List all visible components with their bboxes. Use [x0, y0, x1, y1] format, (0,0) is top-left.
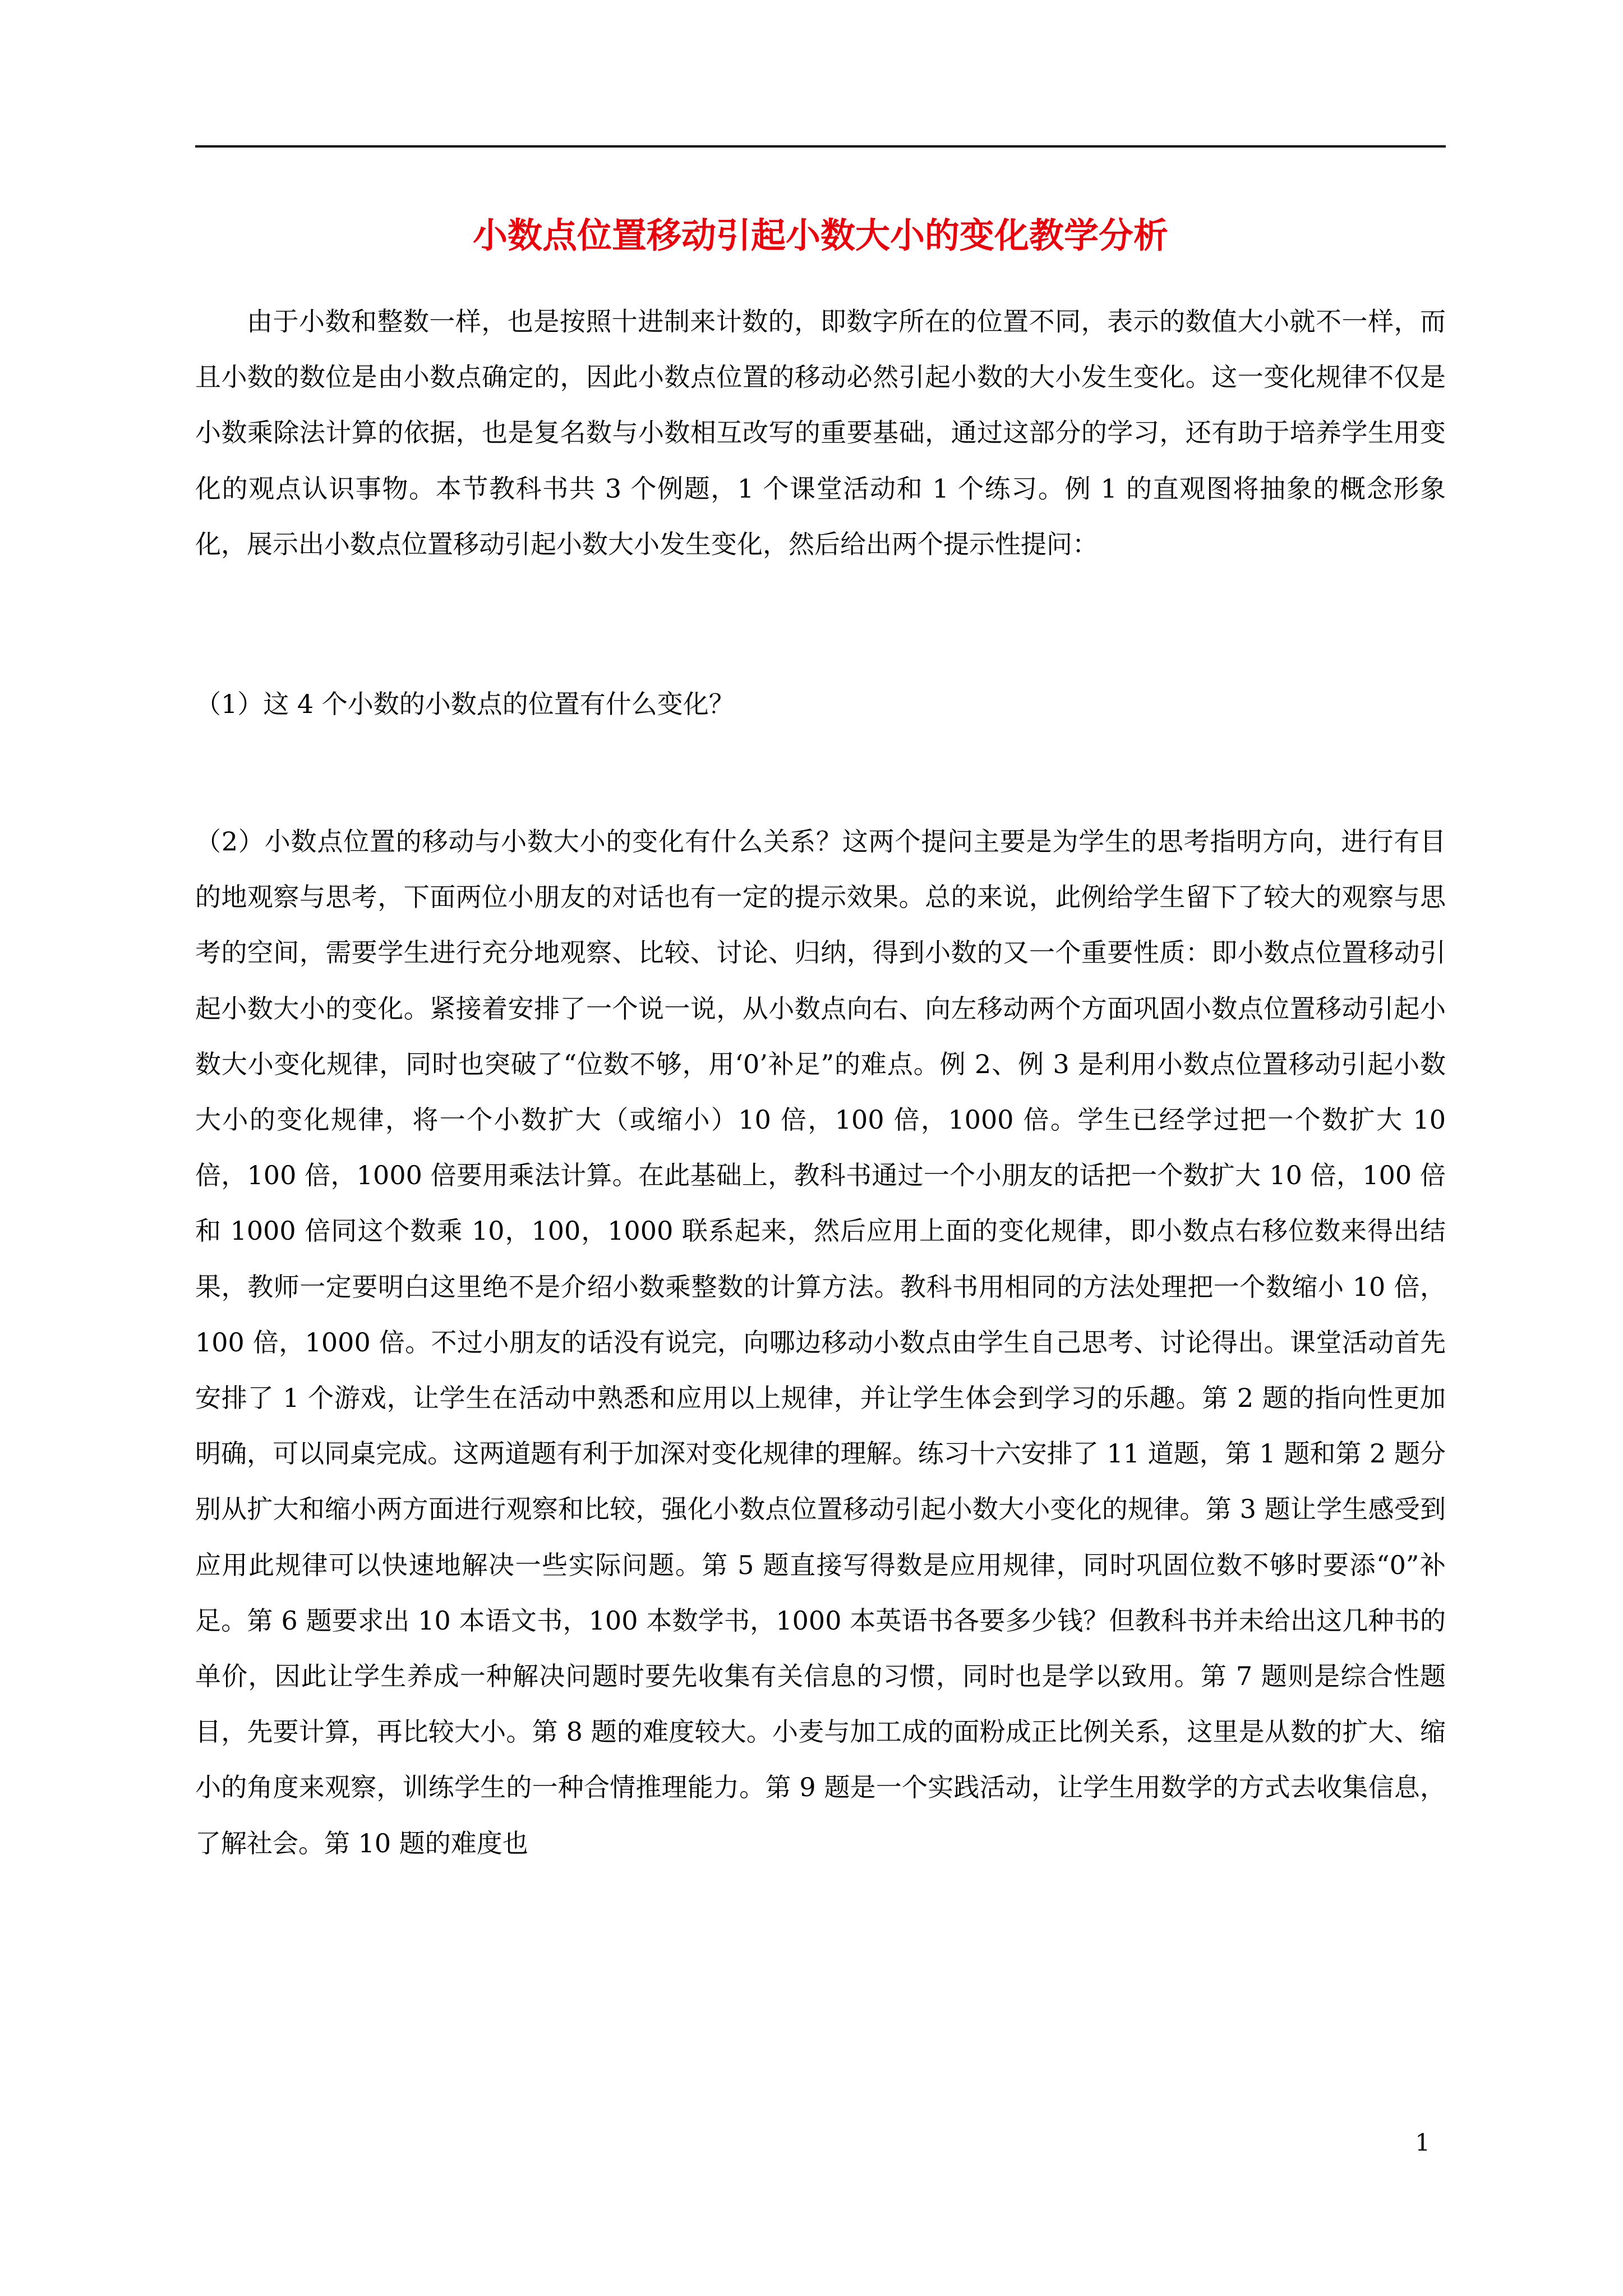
paragraph-question-1: （1）这 4 个小数的小数点的位置有什么变化？	[195, 689, 735, 719]
page-title: 小数点位置移动引起小数大小的变化教学分析	[472, 215, 1168, 256]
paragraph-intro-text: 由于小数和整数一样，也是按照十进制来计数的，即数字所在的位置不同，表示的数值大小就不一样，而且小数的数位是由小数点确定的，因此小数点位置的移动必然引起小数的大小发生变化。这一变化规律不仅是小数乘除法计算的依据，也是复名数与小数相互改写的重要基础，通过这部分的学习，还有助于培养学生用变化的观点认识事物。本节教科书共 3 个例题，1 个课堂活动和 1 个练习。例 1 的直观图将抽象的概念形象化，展示出小数点位置移动引起小数大小发生变化，然后给出两个提示性提问：	[195, 306, 1446, 559]
header-rule	[195, 145, 1446, 148]
paragraph-question-2: （2）小数点位置的移动与小数大小的变化有什么关系？这两个提问主要是为学生的思考指明方向，进行有目的地观察与思考，下面两位小朋友的对话也有一定的提示效果。总的来说，此例给学生留下了较大的观察与思考的空间，需要学生进行充分地观察、比较、讨论、归纳，得到小数的又一个重要性质：即小数点位置移动引起小数大小的变化。紧接着安排了一个说一说，从小数点向右、向左移动两个方面巩固小数点位置移动引起小数大小变化规律，同时也突破了“位数不够，用‘0’补足”的难点。例 2、例 3 是利用小数点位置移动引起小数大小的变化规律，将一个小数扩大（或缩小）10 倍，100 倍，1000 倍。学生已经学过把一个数扩大 10 倍，100 倍，1000 倍要用乘法计算。在此基础上，教科书通过一个小朋友的话把一个数扩大 10 倍，100 倍和 1000 倍同这个数乘 10，100，1000 联系起来，然后应用上面的变化规律，即小数点右移位数来得出结果，教师一定要明白这里绝不是介绍小数乘整数的计算方法。教科书用相同的方法处理把一个数缩小 10 倍，100 倍，1000 倍。不过小朋友的话没有说完，向哪边移动小数点由学生自己思考、讨论得出。课堂活动首先安排了 1 个游戏，让学生在活动中熟悉和应用以上规律，并让学生体会到学习的乐趣。第 2 题的指向性更加明确，可以同桌完成。这两道题有利于加深对变化规律的理解。练习十六安排了 11 道题，第 1 题和第 2 题分别从扩大和缩小两方面进行观察和比较，强化小数点位置移动引起小数大小变化的规律。第 3 题让学生感受到应用此规律可以快速地解决一些实际问题。第 5 题直接写得数是应用规律，同时巩固位数不够时要添“0”补足。第 6 题要求出 10 本语文书，100 本数学书，1000 本英语书各要多少钱？但教科书并未给出这几种书的单价，因此让学生养成一种解决问题时要先收集有关信息的习惯，同时也是学以致用。第 7 题则是综合性题目，先要计算，再比较大小。第 8 题的难度较大。小麦与加工成的面粉成正比例关系，这里是从数的扩大、缩小的角度来观察，训练学生的一种合情推理能力。第 9 题是一个实践活动，让学生用数学的方式去收集信息，了解社会。第 10 题的难度也	[195, 826, 1446, 1858]
page-number: 1	[1415, 2129, 1430, 2156]
